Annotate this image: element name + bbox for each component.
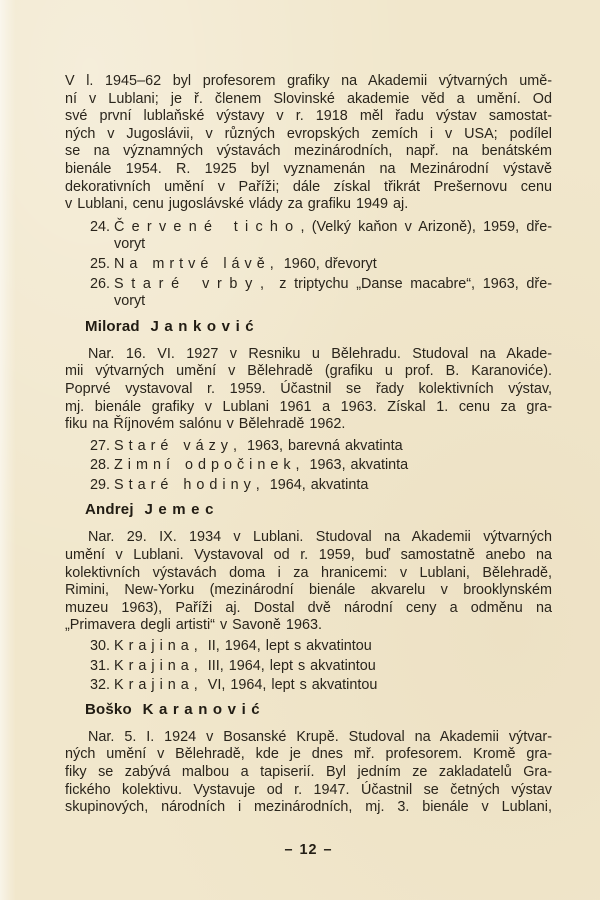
- text-line: K r a j i n a , VI, 1964, lept s akvatintou: [114, 677, 378, 694]
- text-line: Nar. 29. IX. 1934 v Lublani. Studoval na Akademii výtvarných: [88, 529, 552, 546]
- work-list-item: [90, 256, 552, 274]
- work-number: 25.: [90, 255, 111, 272]
- intro-paragraph: [65, 73, 552, 214]
- work-number: 24.: [90, 218, 111, 235]
- text-line: voryt: [114, 236, 146, 253]
- work-number: 28.: [90, 457, 111, 474]
- artist-heading-jemec: Andrej J e m e c: [85, 501, 214, 519]
- text-line: muzeu 1963), Paříži aj. Dostal dvě národní ceny a odměnu na: [65, 599, 552, 616]
- works-list-continued: [90, 219, 552, 311]
- text-line: Rimini, New-Yorku (mezinárodní bienále akvarelu v brooklynském: [65, 582, 552, 599]
- text-line: mj. bienále grafiky v Lublani 1961 a 1963. Získal 1. cenu za gra-: [65, 398, 552, 415]
- work-title: [114, 276, 552, 311]
- text-line: N a m r t v é l á v ě , 1960, dřevoryt: [114, 255, 377, 272]
- work-list-item: [90, 477, 552, 495]
- page-number: – 12 –: [284, 841, 333, 858]
- work-list-item: [90, 658, 552, 676]
- bio-paragraph-jemec: [65, 529, 552, 635]
- text-line: S t a r é v r b y , z triptychu „Danse macabre“, 1963, dře-: [114, 275, 552, 292]
- text-line: ných umění v Bělehradě, kde je dnes mř. profesorem. Kromě gra-: [65, 746, 552, 763]
- works-list-jankovic: [90, 438, 552, 495]
- text-line: fiku na Říjnovém salónu v Bělehradě 1962.: [65, 416, 346, 433]
- text-line: v Lublani, cenu jugoslávské vlády za grafiku 1949 aj.: [65, 196, 409, 213]
- artist-heading-jankovic: Milorad J a n k o v i ć: [85, 317, 254, 335]
- work-title: [114, 638, 552, 656]
- work-list-item: [90, 677, 552, 695]
- work-list-item: [90, 638, 552, 656]
- work-title: [114, 658, 552, 676]
- text-line: Poprvé vystavoval r. 1959. Účastnil se řady kolektivních výstav,: [65, 380, 552, 397]
- text-line: mii výtvarných umění v Bělehradě (grafiku u prof. B. Karanoviće).: [65, 363, 552, 380]
- text-line: fického kolektivu. Vystavuje od r. 1947. Účastnil se četných výstav: [65, 781, 552, 798]
- work-title: [114, 438, 552, 456]
- bio-paragraph-karanovic: [65, 729, 552, 817]
- text-line: Nar. 16. VI. 1927 v Resniku u Bělehradu. Studoval na Akade-: [88, 345, 552, 362]
- text-line: S t a r é v á z y , 1963, barevná akvatinta: [114, 437, 403, 454]
- work-number: 32.: [90, 677, 111, 694]
- text-line: bienále 1954. R. 1925 byl vyznamenán na Mezinárodní výstavě: [65, 160, 552, 177]
- text-line: „Primavera degli artisti“ v Savoně 1963.: [65, 617, 322, 634]
- text-line: Č e r v e n é t i c h o , (Velký kaňon v Arizoně), 1959, dře-: [114, 218, 552, 235]
- text-line: fiky se zabývá malbou a tapiserií. Byl jedním ze zakladatelů Gra-: [65, 764, 552, 780]
- work-title: [114, 256, 552, 274]
- text-line: ných v Jugoslávii, v různých evropských zemích i v USA; podílel: [65, 125, 552, 142]
- work-title: [114, 677, 552, 695]
- works-list-jemec: [90, 638, 552, 695]
- text-line: voryt: [114, 293, 146, 310]
- text-line: Nar. 5. I. 1924 v Bosanské Krupě. Studoval na Akademii výtvar-: [88, 728, 552, 745]
- work-number: 26.: [90, 275, 111, 292]
- text-line: ní v Lublani; je ř. členem Slovinské akademie věd a umění. Od: [65, 90, 552, 107]
- text-line: se na významných výstavách mezinárodních, např. na benátském: [65, 143, 552, 160]
- work-title: [114, 457, 552, 475]
- artist-heading-karanovic: Boško K a r a n o v i ć: [85, 700, 260, 718]
- work-list-item: [90, 219, 552, 254]
- text-line: dekorativních umění v Paříži; dále získal třikrát Prešernovu cenu: [65, 178, 552, 195]
- bio-paragraph-jankovic: [65, 346, 552, 434]
- work-title: [114, 219, 552, 254]
- text-line: kolektivních výstavách doma i za hranicemi: v Lublani, Bělehradě,: [65, 564, 552, 581]
- work-number: 31.: [90, 657, 111, 674]
- work-number: 30.: [90, 638, 111, 655]
- work-list-item: [90, 276, 552, 311]
- text-line: V l. 1945–62 byl profesorem grafiky na Akademii výtvarných umě-: [65, 73, 552, 89]
- text-line: umění v Lublani. Vystavoval od r. 1959, buď samostatně anebo na: [65, 547, 552, 564]
- page-content: [65, 73, 552, 859]
- text-line: své první lublaňské výstavy v r. 1918 měl řadu výstav samostat-: [65, 108, 552, 125]
- work-number: 27.: [90, 437, 111, 454]
- text-line: skupinových, národních i mezinárodních, mj. 3. bienále v Lublani,: [65, 799, 552, 816]
- work-title: [114, 477, 552, 495]
- text-line: Z i m n í o d p o č i n e k , 1963, akvatinta: [114, 457, 409, 474]
- text-line: K r a j i n a , II, 1964, lept s akvatintou: [114, 638, 372, 655]
- work-list-item: [90, 438, 552, 456]
- text-line: K r a j i n a , III, 1964, lept s akvatintou: [114, 657, 376, 674]
- text-line: S t a r é h o d i n y , 1964, akvatinta: [114, 476, 369, 493]
- work-number: 29.: [90, 476, 111, 493]
- work-list-item: [90, 457, 552, 475]
